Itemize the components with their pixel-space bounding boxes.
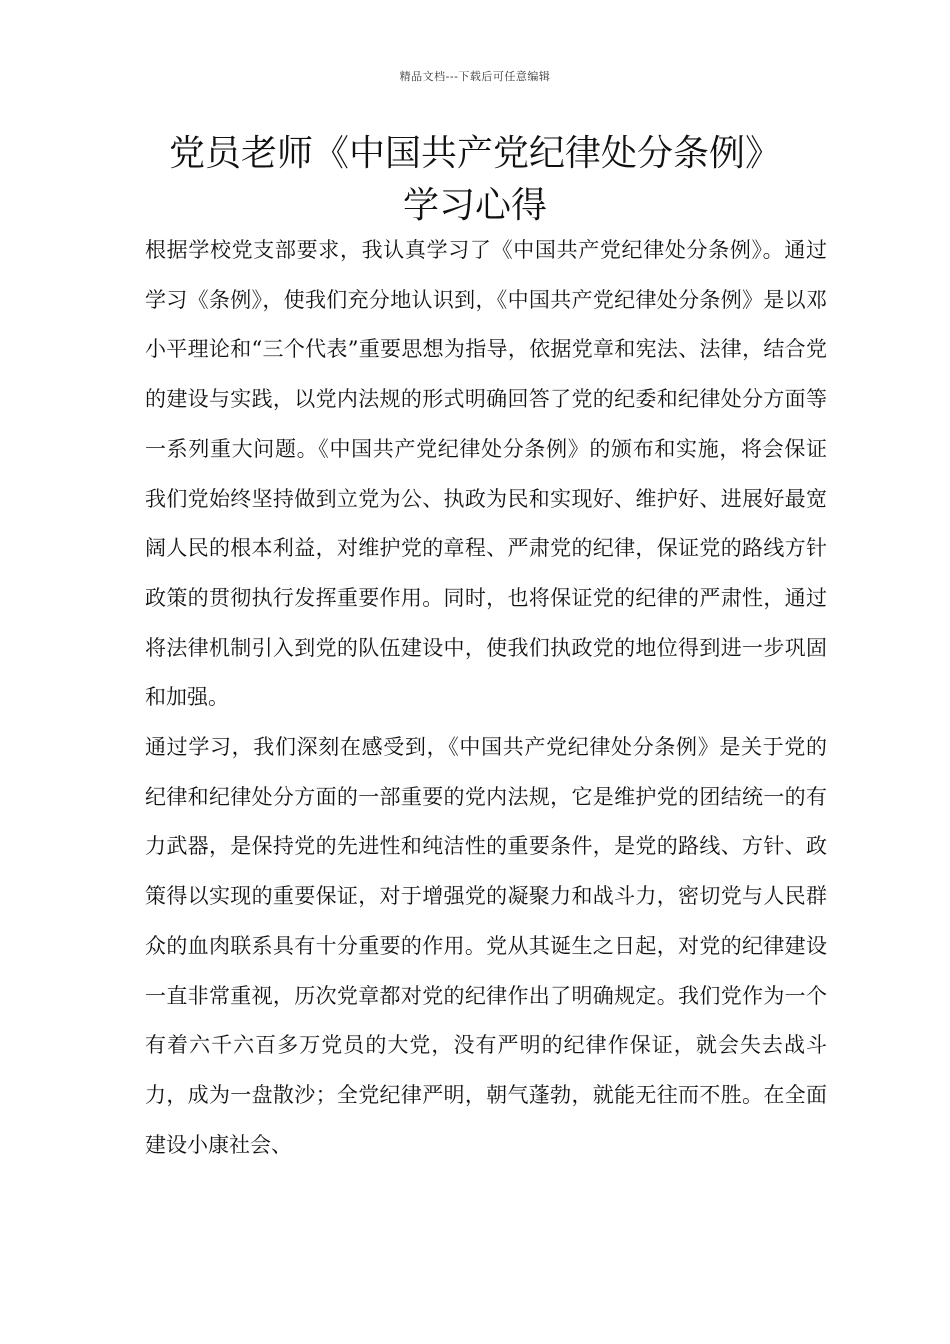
title-line-1: 党员老师《中国共产党纪律处分条例》 [168,133,781,174]
title-line-2: 学习心得 [402,185,547,226]
paragraph-2: 通过学习，我们深刻在感受到，《中国共产党纪律处分条例》是关于党的纪律和纪律处分方面的一部重要的党内法规，它是维护党的团结统一的有力武器，是保持党的先进性和纯洁性的重要条件，是党的路线、方针、政策得以实现的重要保证，对于增强党的凝聚力和战斗力，密切党与人民群众的血肉联系具有十分重要的作用。党从其诞生之日起，对党的纪律建设一直非常重视，历次党章都对党的纪律作出了明确规定。我们党作为一个有着六千六百多万党员的大党，没有严明的纪律作保证，就会失去战斗力，成为一盘散沙；全党纪律严明，朝气蓬勃，就能无往而不胜。在全面建设小康社会、 [145,735,827,1157]
header-note: 精品文档---下载后可任意编辑 [399,70,551,83]
document-title [60,128,890,232]
document-body [145,226,827,1170]
paragraph-1: 根据学校党支部要求，我认真学习了《中国共产党纪律处分条例》。通过学习《条例》，使我们充分地认识到，《中国共产党纪律处分条例》是以邓小平理论和“三个代表”重要思想为指导，依据党章和宪法、法律，结合党的建设与实践，以党内法规的形式明确回答了党的纪委和纪律处分方面等一系列重大问题。《中国共产党纪律处分条例》的颁布和实施，将会保证我们党始终坚持做到立党为公、执政为民和实现好、维护好、进展好最宽阔人民的根本利益，对维护党的章程、严肃党的纪律，保证党的路线方针政策的贯彻执行发挥重要作用。同时，也将保证党的纪律的严肃性，通过将法律机制引入到党的队伍建设中，使我们执政党的地位得到进一步巩固和加强。 [145,238,827,710]
